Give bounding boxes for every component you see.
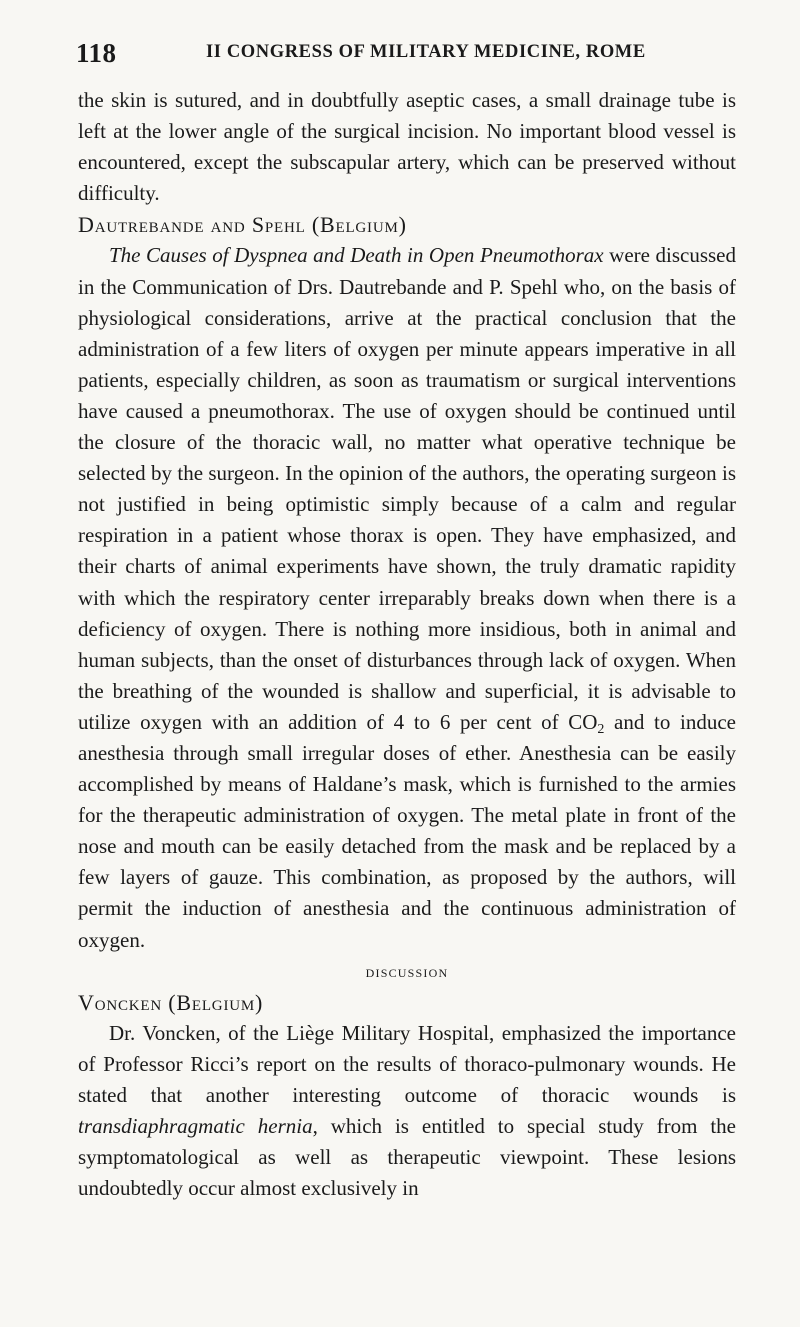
paragraph-text-part-1: were discussed in the Communication of Drs. Dautrebande and P. Spehl who, on the basis of physiological considerations, arrive at the practical conclusion that the administration of a few liters of oxygen per minute appears imperative in all patients, especially children, as soon as traumatism or surgical interventions have caused a pneumothorax. The use of oxygen should be continued until the closure of the thoracic wall, no matter what operative technique be selected by the surgeon. In the opinion of the authors, the operating surgeon is not justified in being optimistic simply because of a calm and regular respiration in a patient whose thorax is open. They have emphasized, and their charts of animal experiments have shown, the truly dramatic rapidity with which the respiratory center irreparably breaks down when there is a deficiency of oxygen. There is nothing more insidious, both in animal and human subjects, than the onset of disturbances through lack of oxygen. When the breathing of the wounded is shallow and superficial, it is advisable to utilize oxygen with an addition of 4 to 6 per cent of CO — [78, 243, 736, 734]
section-heading-dautrebande-spehl: Dautrebande and Spehl (Belgium) — [78, 212, 407, 238]
discussion-label: discussion — [365, 961, 449, 981]
paragraph-continuation: the skin is sutured, and in doubtfully aseptic cases, a small drainage tube is left at the lower angle of the surgical incision. No important blood vessel is encountered, except the subscapular artery, which can be preserved without difficulty. — [78, 88, 736, 206]
communication-title: The Causes of Dyspnea and Death in Open Pneumothorax — [109, 243, 604, 268]
body-text — [78, 85, 736, 1204]
section-heading-voncken: Voncken (Belgium) — [78, 989, 264, 1015]
co2-subscript: 2 — [597, 721, 605, 737]
paragraph-text-part-1: Dr. Voncken, of the Liège Military Hospital, emphasized the importance of Professor Ricci’s report on the results of thoraco-pulmonary wounds. He stated that another interesting outcome of thoracic wounds is — [78, 1020, 736, 1107]
running-header — [76, 38, 736, 68]
paragraph-dautrebande-spehl — [78, 240, 736, 955]
journal-title: II CONGRESS OF MILITARY MEDICINE, ROME — [206, 42, 646, 62]
paragraph-text-part-2: and to induce anesthesia through small irregular doses of ether. Anesthesia can be easily accomplished by means of Haldane’s mask, which is furnished to the armies for the therapeutic administration of oxygen. The metal plate in front of the nose and mouth can be easily detached from the mask and be replaced by a few layers of gauze. This combination, as proposed by the authors, will permit the induction of anesthesia and the continuous administration of oxygen. — [78, 709, 736, 952]
paragraph-voncken — [78, 1018, 736, 1205]
page-number: 118 — [76, 38, 117, 68]
emphasized-term: transdiaphragmatic hernia — [78, 1114, 313, 1139]
paragraph-text-part-2: , which is entitled to special study from the symptomatological as well as therapeutic viewpoint. These lesions undoubtedly occur almost exclusively in — [78, 1114, 736, 1201]
